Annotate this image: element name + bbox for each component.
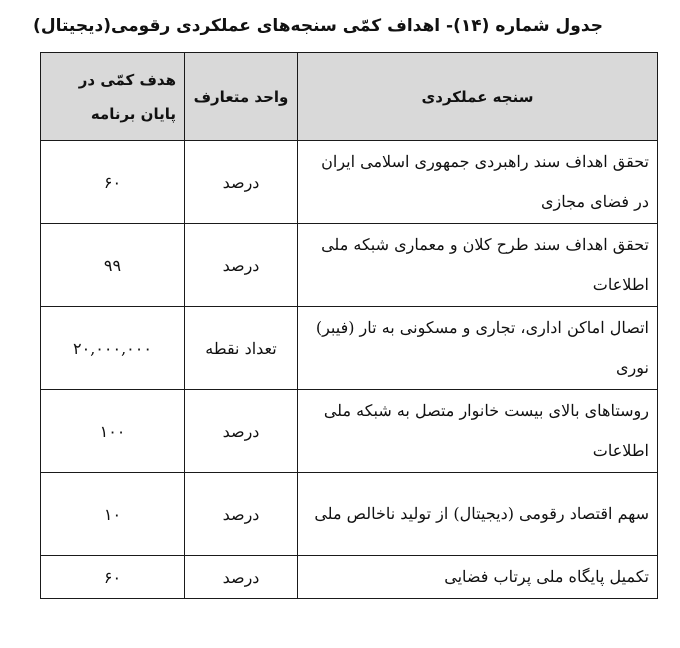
table-row bbox=[41, 390, 658, 473]
cell-target: ۶۰ bbox=[41, 556, 185, 599]
table-header-row bbox=[41, 53, 658, 141]
table-row bbox=[41, 141, 658, 224]
cell-target: ۱۰ bbox=[41, 473, 185, 556]
header-metric: سنجه عملکردی bbox=[298, 53, 658, 141]
cell-target: ۶۰ bbox=[41, 141, 185, 224]
table-row bbox=[41, 473, 658, 556]
cell-metric: تحقق اهداف سند طرح کلان و معماری شبکه ملی اطلاعات bbox=[298, 224, 658, 307]
cell-metric: اتصال اماکن اداری، تجاری و مسکونی به تار (فیبر) نوری bbox=[298, 307, 658, 390]
header-unit: واحد متعارف bbox=[185, 53, 298, 141]
cell-unit: تعداد نقطه bbox=[185, 307, 298, 390]
cell-unit: درصد bbox=[185, 141, 298, 224]
cell-unit: درصد bbox=[185, 556, 298, 599]
table-caption: جدول شماره (۱۴)- اهداف کمّی سنجه‌های عملکردی رقومی(دیجیتال) bbox=[33, 16, 603, 36]
table-row bbox=[41, 224, 658, 307]
cell-metric: روستاهای بالای بیست خانوار متصل به شبکه ملی اطلاعات bbox=[298, 390, 658, 473]
cell-unit: درصد bbox=[185, 390, 298, 473]
cell-target: ۲۰,۰۰۰,۰۰۰ bbox=[41, 307, 185, 390]
header-target: هدف کمّی در پایان برنامه bbox=[41, 53, 185, 141]
cell-target: ۱۰۰ bbox=[41, 390, 185, 473]
cell-metric: تکمیل پایگاه ملی پرتاب فضایی bbox=[298, 556, 658, 599]
cell-metric: تحقق اهداف سند راهبردی جمهوری اسلامی ایران در فضای مجازی bbox=[298, 141, 658, 224]
cell-unit: درصد bbox=[185, 224, 298, 307]
table-row bbox=[41, 556, 658, 599]
cell-target: ۹۹ bbox=[41, 224, 185, 307]
cell-unit: درصد bbox=[185, 473, 298, 556]
cell-metric: سهم اقتصاد رقومی (دیجیتال) از تولید ناخالص ملی bbox=[298, 473, 658, 556]
table-row bbox=[41, 307, 658, 390]
kpi-table bbox=[40, 52, 658, 599]
